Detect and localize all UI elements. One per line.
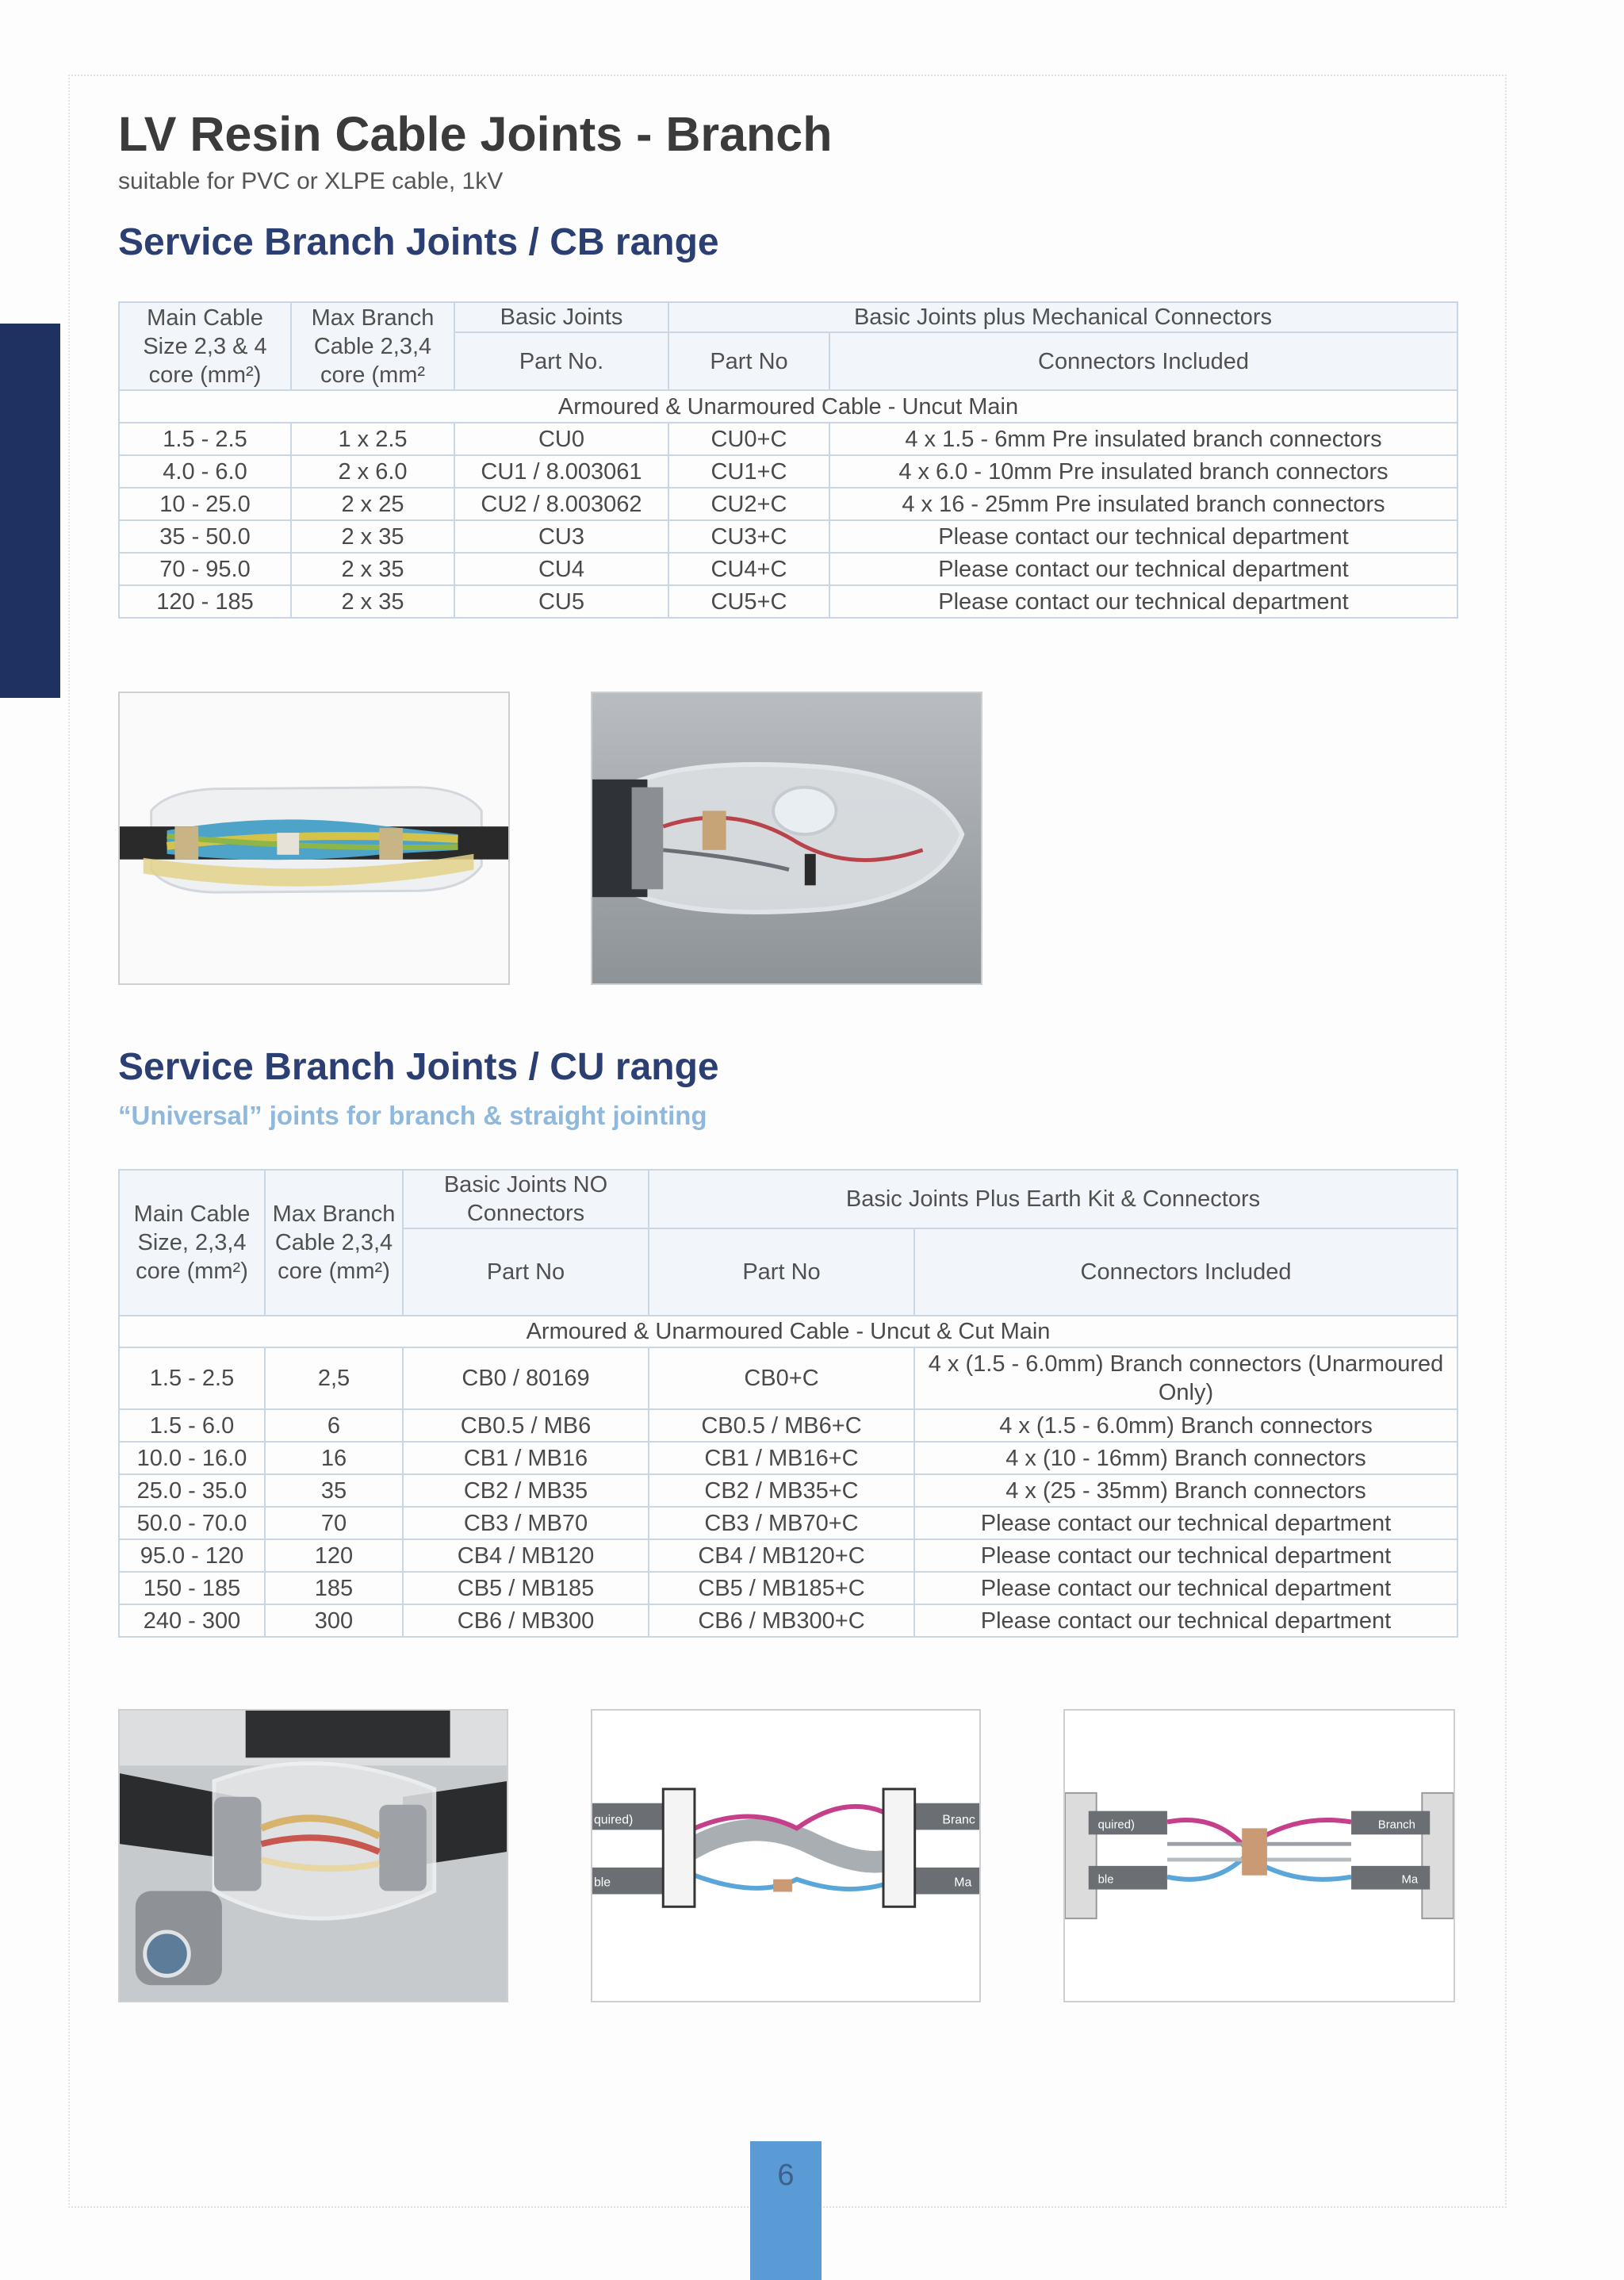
table-cell: 185	[265, 1572, 403, 1604]
side-accent-bar	[0, 324, 60, 698]
table-cell: CU2+C	[668, 488, 829, 520]
table-cell: CU4	[454, 553, 668, 585]
table-cell: Please contact our technical department	[829, 520, 1457, 553]
cu-group-basic-joints: Basic Joints NO Connectors	[403, 1170, 649, 1228]
table-cell: Please contact our technical department	[914, 1572, 1457, 1604]
table-cell: 4.0 - 6.0	[119, 455, 291, 488]
table-cell: 50.0 - 70.0	[119, 1507, 265, 1539]
branch-joint-diagram-1	[591, 1709, 981, 2002]
page-title: LV Resin Cable Joints - Branch	[118, 107, 833, 161]
table-cell: 2 x 35	[291, 585, 454, 618]
cb-section-heading: Service Branch Joints / CB range	[118, 221, 719, 263]
table-cell: CB4 / MB120+C	[649, 1539, 914, 1572]
cu-col-part-no: Part No	[403, 1228, 649, 1316]
table-cell: 16	[265, 1442, 403, 1474]
diagram1-label-4: Ma	[954, 1876, 972, 1890]
table-cell: 300	[265, 1604, 403, 1637]
table-cell: 1.5 - 2.5	[119, 423, 291, 455]
table-cell: 2 x 6.0	[291, 455, 454, 488]
cu-col-part-no-c: Part No	[649, 1228, 914, 1316]
table-cell: CB5 / MB185	[403, 1572, 649, 1604]
table-cell: 25.0 - 35.0	[119, 1474, 265, 1507]
table-cell: CB1 / MB16+C	[649, 1442, 914, 1474]
table-cell: CB6 / MB300	[403, 1604, 649, 1637]
table-cell: Please contact our technical department	[914, 1507, 1457, 1539]
table-cell: 150 - 185	[119, 1572, 265, 1604]
cb-col-connectors: Connectors Included	[829, 332, 1457, 390]
table-cell: CU3	[454, 520, 668, 553]
table-cell: 2 x 35	[291, 520, 454, 553]
cb-group-mechanical: Basic Joints plus Mechanical Connectors	[668, 302, 1457, 332]
table-cell: CB3 / MB70+C	[649, 1507, 914, 1539]
table-cell: 4 x 1.5 - 6mm Pre insulated branch connectors	[829, 423, 1457, 455]
table-cell: 1.5 - 6.0	[119, 1409, 265, 1442]
table-cell: Please contact our technical department	[914, 1604, 1457, 1637]
table-cell: 70	[265, 1507, 403, 1539]
table-cell: CU0+C	[668, 423, 829, 455]
table-cell: 2 x 25	[291, 488, 454, 520]
table-cell: CB2 / MB35	[403, 1474, 649, 1507]
table-cell: Please contact our technical department	[829, 585, 1457, 618]
cb-col-part-no-c: Part No	[668, 332, 829, 390]
table-row	[119, 1572, 1457, 1604]
cu-col-connectors: Connectors Included	[914, 1228, 1457, 1316]
table-row	[119, 1604, 1457, 1637]
diagram1-label-1: quired)	[593, 1813, 634, 1827]
table-row	[119, 1347, 1457, 1409]
cb-col-max-branch: Max Branch Cable 2,3,4 core (mm²	[291, 302, 454, 390]
table-cell: 10.0 - 16.0	[119, 1442, 265, 1474]
cu-section-heading: Service Branch Joints / CU range	[118, 1046, 719, 1088]
cb-range-table	[118, 301, 1458, 619]
table-cell: 1 x 2.5	[291, 423, 454, 455]
table-cell: CB0 / 80169	[403, 1347, 649, 1409]
diagram1-label-3: Branc	[942, 1813, 975, 1827]
table-cell: CB0+C	[649, 1347, 914, 1409]
table-cell: CU0	[454, 423, 668, 455]
table-row	[119, 520, 1457, 553]
cu-col-max-branch: Max Branch Cable 2,3,4 core (mm²)	[265, 1170, 403, 1316]
table-row	[119, 1409, 1457, 1442]
table-cell: CU1 / 8.003061	[454, 455, 668, 488]
cb-section-row: Armoured & Unarmoured Cable - Uncut Main	[119, 390, 1457, 423]
table-cell: CB6 / MB300+C	[649, 1604, 914, 1637]
table-cell: 2,5	[265, 1347, 403, 1409]
table-cell: CB0.5 / MB6	[403, 1409, 649, 1442]
table-cell: Please contact our technical department	[829, 553, 1457, 585]
table-row	[119, 1539, 1457, 1572]
table-cell: 240 - 300	[119, 1604, 265, 1637]
table-row	[119, 1442, 1457, 1474]
page-subtitle: suitable for PVC or XLPE cable, 1kV	[118, 168, 504, 194]
table-cell: 1.5 - 2.5	[119, 1347, 265, 1409]
table-row	[119, 488, 1457, 520]
table-cell: 4 x (10 - 16mm) Branch connectors	[914, 1442, 1457, 1474]
table-row	[119, 1507, 1457, 1539]
table-cell: 35	[265, 1474, 403, 1507]
table-cell: Please contact our technical department	[914, 1539, 1457, 1572]
branch-joint-diagram-2	[1063, 1709, 1455, 2002]
diagram2-label-2: ble	[1097, 1873, 1114, 1887]
cu-group-earth-kit: Basic Joints Plus Earth Kit & Connectors	[649, 1170, 1457, 1228]
table-cell: CB3 / MB70	[403, 1507, 649, 1539]
table-cell: CB4 / MB120	[403, 1539, 649, 1572]
table-cell: 10 - 25.0	[119, 488, 291, 520]
diagram2-label-3: Branch	[1377, 1818, 1415, 1832]
table-cell: 6	[265, 1409, 403, 1442]
table-row	[119, 585, 1457, 618]
table-cell: CU5+C	[668, 585, 829, 618]
cu-col-main-cable: Main Cable Size, 2,3,4 core (mm²)	[119, 1170, 265, 1316]
cu-joint-photo	[118, 1709, 508, 2002]
table-cell: 4 x 16 - 25mm Pre insulated branch connectors	[829, 488, 1457, 520]
table-cell: 70 - 95.0	[119, 553, 291, 585]
diagram1-label-2: ble	[593, 1876, 611, 1890]
resin-joint-photo-2	[591, 692, 982, 985]
table-cell: 2 x 35	[291, 553, 454, 585]
table-cell: CB0.5 / MB6+C	[649, 1409, 914, 1442]
table-cell: 4 x (1.5 - 6.0mm) Branch connectors	[914, 1409, 1457, 1442]
cu-section-row: Armoured & Unarmoured Cable - Uncut & Cut Main	[119, 1316, 1457, 1347]
table-cell: CU2 / 8.003062	[454, 488, 668, 520]
table-cell: CB5 / MB185+C	[649, 1572, 914, 1604]
diagram2-label-1: quired)	[1097, 1818, 1135, 1832]
table-cell: CU3+C	[668, 520, 829, 553]
table-cell: 4 x 6.0 - 10mm Pre insulated branch connectors	[829, 455, 1457, 488]
table-row	[119, 553, 1457, 585]
table-cell: CU1+C	[668, 455, 829, 488]
table-cell: CB1 / MB16	[403, 1442, 649, 1474]
table-row	[119, 1474, 1457, 1507]
cb-col-main-cable: Main Cable Size 2,3 & 4 core (mm²)	[119, 302, 291, 390]
table-cell: CU5	[454, 585, 668, 618]
table-cell: 120	[265, 1539, 403, 1572]
table-cell: 95.0 - 120	[119, 1539, 265, 1572]
page-number: 6	[777, 2159, 795, 2192]
table-cell: 35 - 50.0	[119, 520, 291, 553]
cb-group-basic-joints: Basic Joints	[454, 302, 668, 332]
diagram2-label-4: Ma	[1401, 1873, 1419, 1887]
cu-range-table	[118, 1169, 1458, 1638]
table-cell: 120 - 185	[119, 585, 291, 618]
table-row	[119, 423, 1457, 455]
table-cell: CU4+C	[668, 553, 829, 585]
table-cell: CB2 / MB35+C	[649, 1474, 914, 1507]
cu-section-tagline: “Universal” joints for branch & straight jointing	[118, 1101, 707, 1130]
cb-col-part-no: Part No.	[454, 332, 668, 390]
table-cell: 4 x (1.5 - 6.0mm) Branch connectors (Unarmoured Only)	[914, 1347, 1457, 1409]
table-cell: 4 x (25 - 35mm) Branch connectors	[914, 1474, 1457, 1507]
table-row	[119, 455, 1457, 488]
resin-joint-photo-1	[118, 692, 510, 985]
